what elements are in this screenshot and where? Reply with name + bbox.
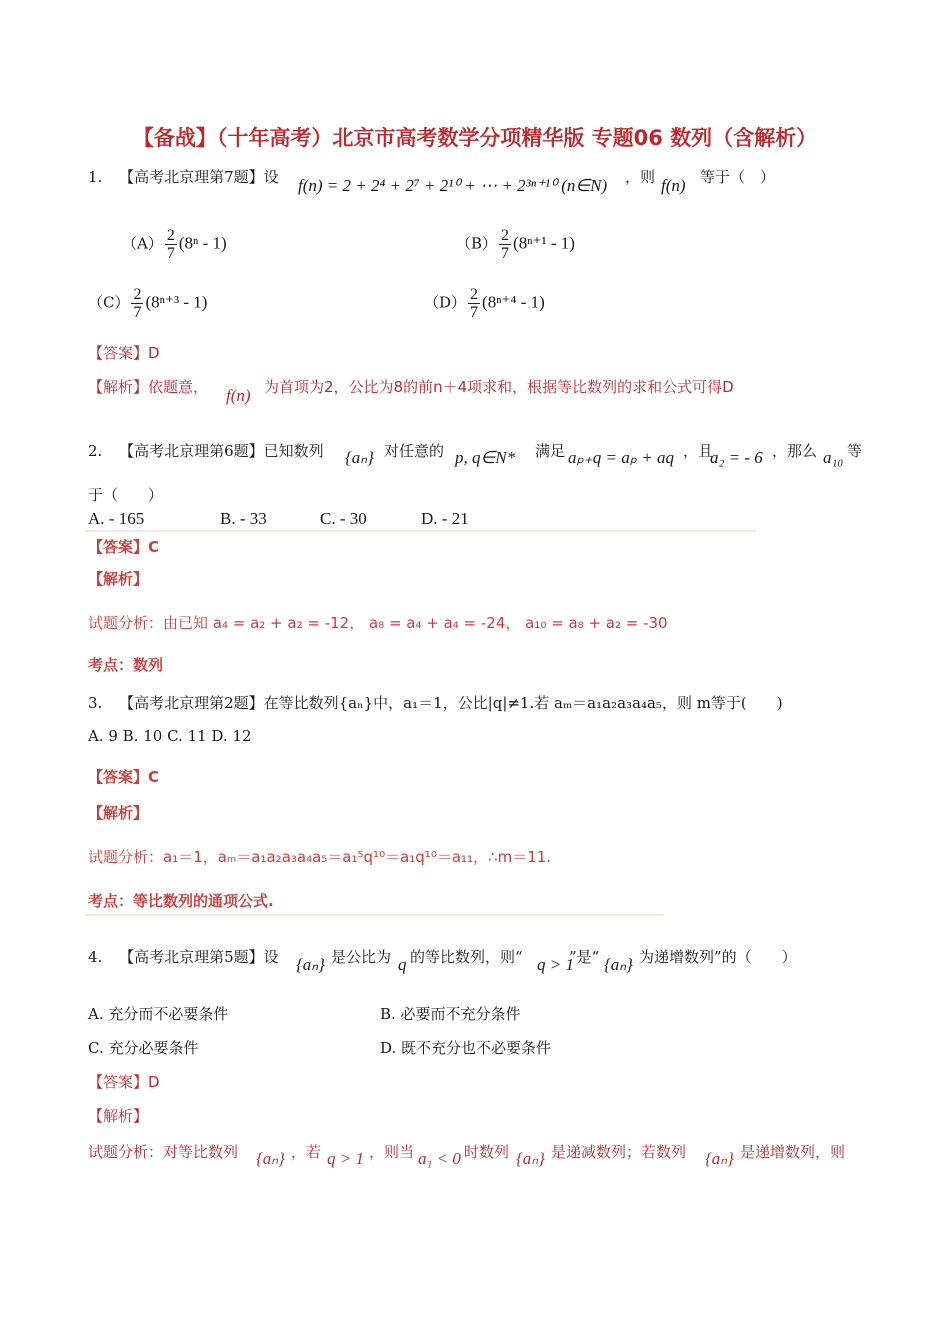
question-source: 【高考北京理第7题】设 (119, 168, 279, 186)
question-4-math: q > 1 (537, 955, 574, 974)
knowledge-point-2: 考点：数列 (88, 656, 164, 674)
analysis-4-math: q > 1 (327, 1149, 364, 1168)
answer-4: 【答案】D (88, 1073, 160, 1091)
question-number: 3. (88, 694, 103, 712)
knowledge-point-3: 考点：等比数列的通项公式. (88, 892, 274, 910)
question-2-text: 于（ ） (88, 486, 164, 504)
question-number: 1. (88, 168, 103, 186)
question-4-text: 的等比数列，则“ (410, 948, 523, 966)
question-2-math: p, q∈N* (455, 448, 516, 467)
question-2-math: a₁₀ (823, 448, 844, 467)
analysis-4-text: 是递减数列；若数列 (551, 1143, 687, 1161)
question-4-text: 为递增数列”的（ ） (639, 948, 797, 966)
analysis-4-text: 时数列 (464, 1143, 510, 1161)
option-b: B. 必要而不充分条件 (380, 1005, 521, 1023)
option-expression: (8ⁿ⁺¹ - 1) (513, 233, 575, 253)
answer-1: 【答案】D (88, 344, 160, 362)
question-1-then: ，则 (625, 168, 656, 186)
question-source: 【高考北京理第2题】在等比数列{aₙ}中，a₁＝1，公比|q|≠1.若 aₘ＝a₁a₂a₃a₄a₅，则 m等于( ) (119, 694, 783, 712)
question-1-fn: f(n) (661, 176, 686, 195)
question-4-text: 是公比为 (331, 948, 392, 966)
option-label: （A） (122, 234, 163, 253)
option-d: D. 既不充分也不必要条件 (380, 1039, 552, 1057)
question-1-equals: 等于（ ） (700, 168, 776, 186)
analysis-4-math: a₁ < 0 (418, 1149, 461, 1168)
option-expression: (8ⁿ - 1) (178, 233, 227, 253)
option-d: D. - 21 (421, 509, 469, 528)
analysis-1-text: 为首项为2，公比为8的前n＋4项求和，根据等比数列的求和公式可得D (264, 378, 734, 396)
question-4-stem (88, 946, 279, 967)
question-2-text: ，且 (683, 442, 714, 460)
question-source: 【高考北京理第5题】设 (119, 948, 279, 966)
question-number: 2. (88, 442, 103, 460)
question-2-text: 满足 (535, 442, 566, 460)
divider (86, 914, 664, 916)
sequence-symbol: {aₙ} (604, 955, 633, 974)
analysis-4-text: 是递增数列，则 (740, 1143, 846, 1161)
question-2-math: aₚ₊q = aₚ + aq (568, 448, 674, 467)
answer-2: 【答案】C (88, 538, 160, 556)
option-label: （C） (88, 293, 130, 312)
option-a: A. 充分而不必要条件 (88, 1005, 229, 1023)
option-b: B. - 33 (220, 509, 267, 528)
answer-3: 【答案】C (88, 768, 160, 786)
option-b (456, 227, 575, 262)
analysis-4-text: ，若 (291, 1143, 322, 1161)
analysis-4-header: 【解析】 (88, 1107, 149, 1125)
option-c: C. - 30 (320, 509, 367, 528)
question-2-text: ，那么 (772, 442, 818, 460)
analysis-2-detail: 试题分析：由已知 a₄ = a₂ + a₂ = -12， a₈ = a₄ + a₄ = -24， a₁₀ = a₈ + a₂ = -30 (88, 614, 668, 632)
question-1-formula: f(n) = 2 + 2⁴ + 2⁷ + 2¹⁰ + ⋯ + 2³ⁿ⁺¹⁰ (n∈N) (298, 176, 608, 195)
fraction: $\frac{2}{7}$ (133, 286, 142, 321)
fraction: $\frac{2}{7}$ (501, 227, 510, 262)
option-a (122, 227, 227, 262)
option-expression: (8ⁿ⁺⁴ - 1) (482, 292, 545, 312)
divider (86, 530, 756, 532)
analysis-1-prefix: 【解析】依题意， (88, 378, 209, 396)
question-2-stem (88, 440, 324, 461)
analysis-3-detail: 试题分析：a₁＝1，aₘ＝a₁a₂a₃a₄a₅＝a₁⁵q¹⁰＝a₁q¹⁰＝a₁₁，∴m＝11. (88, 848, 552, 866)
option-d (424, 286, 545, 321)
analysis-4-math: {aₙ} (256, 1149, 285, 1168)
fraction: $\frac{2}{7}$ (470, 286, 479, 321)
option-c (88, 286, 207, 321)
question-number: 4. (88, 948, 103, 966)
question-4-math: q (398, 955, 407, 974)
sequence-symbol: {aₙ} (345, 448, 374, 467)
question-source: 【高考北京理第6题】已知数列 (119, 442, 324, 460)
option-a: A. - 165 (88, 509, 145, 528)
option-expression: (8ⁿ⁺³ - 1) (145, 292, 208, 312)
analysis-1-fn: f(n) (226, 386, 251, 405)
analysis-4-math: {aₙ} (705, 1149, 734, 1168)
question-2-text: 等 (847, 442, 863, 460)
analysis-2-header: 【解析】 (88, 570, 149, 588)
analysis-4-math: {aₙ} (516, 1149, 545, 1168)
sequence-symbol: {aₙ} (296, 955, 325, 974)
analysis-3-header: 【解析】 (88, 804, 149, 822)
question-3-options: A. 9 B. 10 C. 11 D. 12 (88, 727, 252, 745)
question-2-text: 对任意的 (384, 442, 445, 460)
scanned-answer-block (86, 530, 756, 676)
fraction: $\frac{2}{7}$ (166, 227, 175, 262)
question-4-text: ”是“ (569, 948, 600, 966)
scanned-answer-block (86, 760, 664, 918)
option-c: C. 充分必要条件 (88, 1039, 199, 1057)
question-2-math: a₂ = - 6 (710, 448, 763, 467)
analysis-4-text: 试题分析：对等比数列 (88, 1143, 239, 1161)
page-title: 【备战】（十年高考）北京市高考数学分项精华版 专题06 数列（含解析） (132, 126, 818, 150)
option-label: （B） (456, 234, 498, 253)
question-1-stem (88, 166, 279, 187)
analysis-4-text: ，则当 (369, 1143, 415, 1161)
question-3-stem (88, 692, 783, 713)
option-label: （D） (424, 293, 467, 312)
